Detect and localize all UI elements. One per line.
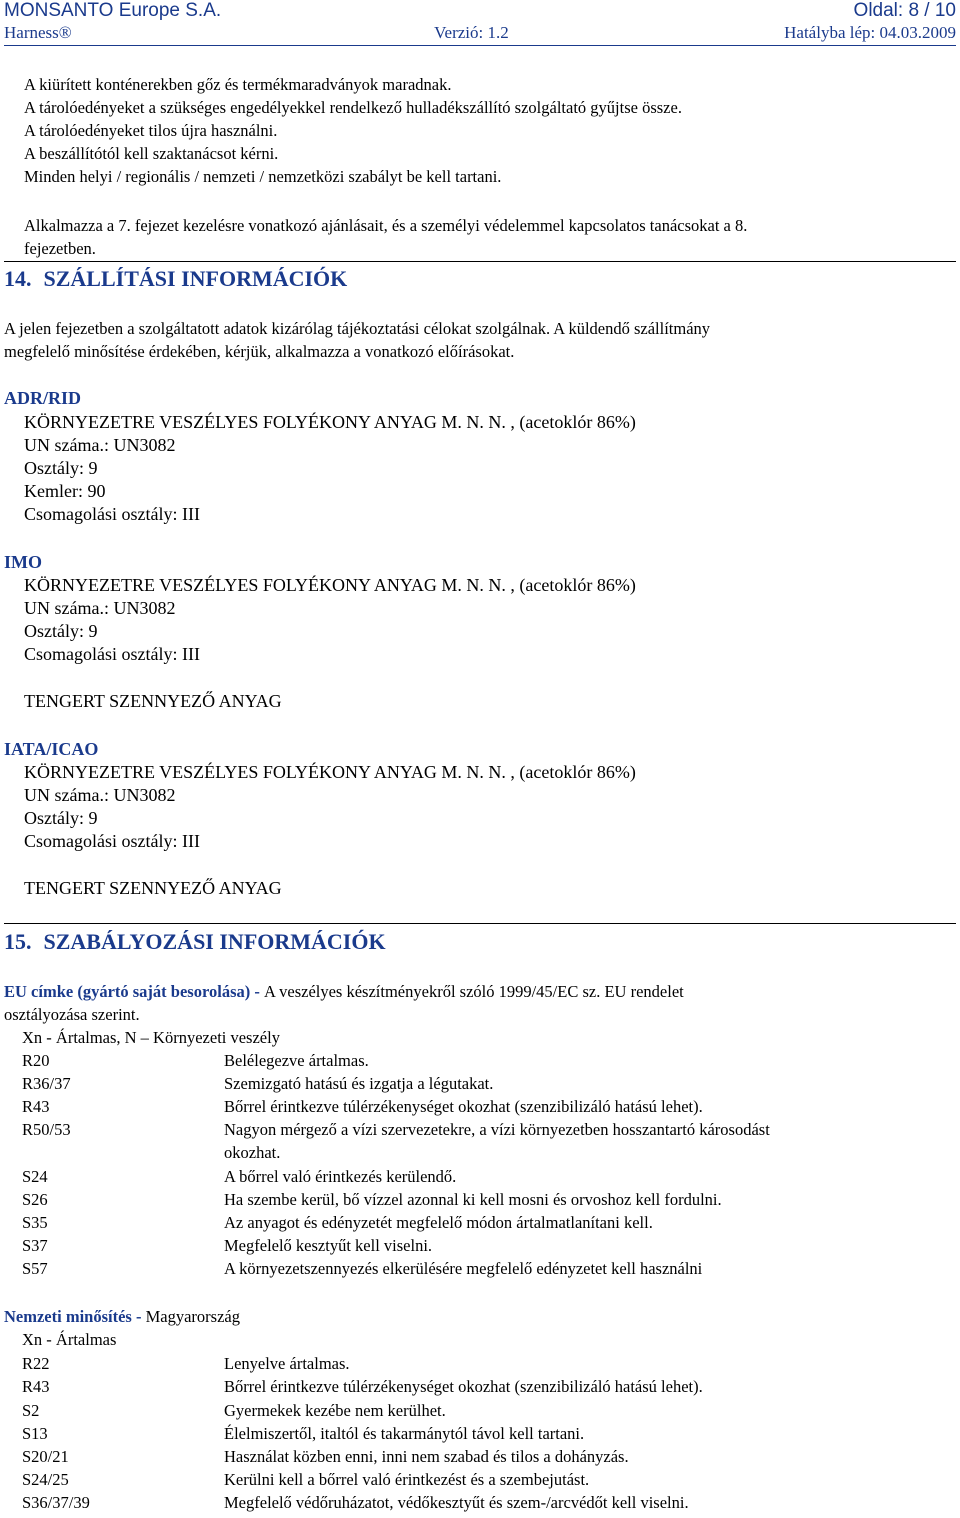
national-phrase-text: Élelmiszertől, italtól és takarmánytól távol kell tartani. <box>224 1424 585 1443</box>
imo-line-2: UN száma.: UN3082 <box>24 598 176 618</box>
section-14-title: SZÁLLÍTÁSI INFORMÁCIÓK <box>43 266 348 291</box>
national-phrase-text: Gyermekek kezébe nem kerülhet. <box>224 1401 446 1420</box>
iata-icao-heading: IATA/ICAO <box>4 739 99 759</box>
section-14-number: 14. <box>4 266 32 291</box>
section-15-title: SZABÁLYOZÁSI INFORMÁCIÓK <box>43 929 386 954</box>
section-14-intro-1: A jelen fejezetben a szolgáltatott adatok kizárólag tájékoztatási célokat szolgálnak. A küldendő szállítmány <box>4 319 711 338</box>
national-phrase-text: Használat közben enni, inni nem szabad és tilos a dohányzás. <box>224 1447 629 1466</box>
effective-date: Hatályba lép: 04.03.2009 <box>784 23 956 42</box>
iata-line-4: Csomagolási osztály: III <box>24 831 200 851</box>
eu-phrase-text: A bőrrel való érintkezés kerülendő. <box>224 1167 457 1186</box>
company-name: MONSANTO Europe S.A. <box>4 0 222 21</box>
section-14-heading <box>4 266 359 292</box>
eu-phrase-code: S57 <box>22 1259 48 1278</box>
document-header <box>4 0 956 22</box>
eu-phrase-code: R50/53 <box>22 1120 71 1139</box>
national-phrase-code: S20/21 <box>22 1447 69 1466</box>
eu-phrase-code: R20 <box>22 1051 50 1070</box>
eu-label: EU címke (gyártó saját besorolása) - <box>4 982 264 1001</box>
eu-phrase-code: S37 <box>22 1236 48 1255</box>
imo-heading: IMO <box>4 552 42 572</box>
national-phrase-text: Kerülni kell a bőrrel való érintkezést és a szembejutást. <box>224 1470 590 1489</box>
national-phrase-code: S24/25 <box>22 1470 69 1489</box>
eu-phrase-text-continued: okozhat. <box>224 1143 281 1162</box>
adr-line-5: Csomagolási osztály: III <box>24 504 200 524</box>
eu-phrase-text: Belélegezve ártalmas. <box>224 1051 369 1070</box>
iata-line-1: KÖRNYEZETRE VESZÉLYES FOLYÉKONY ANYAG M. N. N. , (acetoklór 86%) <box>24 762 636 782</box>
eu-phrase-text: A környezetszennyezés elkerülésére megfelelő edényzetet kell használni <box>224 1259 703 1278</box>
adr-line-2: UN száma.: UN3082 <box>24 435 176 455</box>
adr-line-4: Kemler: 90 <box>24 481 106 501</box>
section-15-divider <box>4 923 956 924</box>
eu-phrase-text: Megfelelő kesztyűt kell viselni. <box>224 1236 433 1255</box>
disposal-line-5: Minden helyi / regionális / nemzeti / nemzetközi szabályt be kell tartani. <box>24 167 502 186</box>
national-country: Magyarország <box>145 1307 240 1326</box>
iata-line-2: UN száma.: UN3082 <box>24 785 176 805</box>
national-phrase-code: S2 <box>22 1401 40 1420</box>
eu-phrase-code: S24 <box>22 1167 48 1186</box>
eu-phrase-code: R43 <box>22 1097 50 1116</box>
adr-rid-heading: ADR/RID <box>4 388 82 408</box>
section-14-divider <box>4 261 956 262</box>
section-15-heading <box>4 929 398 955</box>
eu-phrase-text: Ha szembe kerül, bő vízzel azonnal ki kell mosni és orvoshoz kell fordulni. <box>224 1190 722 1209</box>
iata-line-3: Osztály: 9 <box>24 808 98 828</box>
disposal-line-3: A tárolóedényeket tilos újra használni. <box>24 121 278 140</box>
national-phrase-code: S13 <box>22 1424 48 1443</box>
section-14-intro-2: megfelelő minősítése érdekében, kérjük, alkalmazza a vonatkozó előírásokat. <box>4 342 515 361</box>
header-divider <box>4 45 956 46</box>
imo-line-4: Csomagolási osztály: III <box>24 644 200 664</box>
disposal-line-4: A beszállítótól kell szaktanácsot kérni. <box>24 144 279 163</box>
imo-line-1: KÖRNYEZETRE VESZÉLYES FOLYÉKONY ANYAG M. N. N. , (acetoklór 86%) <box>24 575 636 595</box>
national-phrase-text: Lenyelve ártalmas. <box>224 1354 350 1373</box>
document-subheader <box>4 22 956 44</box>
apply-note-line-1: Alkalmazza a 7. fejezet kezelésre vonatkozó ajánlásait, és a személyi védelemmel kapcsolatos tanácsokat a 8. <box>24 216 748 235</box>
eu-text-1: A veszélyes készítményekről szóló 1999/45/EC sz. EU rendelet <box>264 982 684 1001</box>
eu-classification: Xn - Ártalmas, N – Környezeti veszély <box>22 1028 280 1047</box>
eu-phrase-code: R36/37 <box>22 1074 71 1093</box>
product-name: Harness® <box>4 23 72 42</box>
apply-note-line-2: fejezetben. <box>24 239 96 258</box>
national-phrase-code: R22 <box>22 1354 50 1373</box>
national-classification: Xn - Ártalmas <box>22 1330 117 1349</box>
national-label-line <box>4 1306 240 1328</box>
eu-phrase-code: S35 <box>22 1213 48 1232</box>
disposal-line-2: A tárolóedényeket a szükséges engedélyekkel rendelkező hulladékszállító szolgáltató gyűjtse össze. <box>24 98 682 117</box>
disposal-line-1: A kiürített konténerekben gőz és termékmaradványok maradnak. <box>24 75 452 94</box>
adr-line-1: KÖRNYEZETRE VESZÉLYES FOLYÉKONY ANYAG M. N. N. , (acetoklór 86%) <box>24 412 636 432</box>
eu-phrase-text: Szemizgató hatású és izgatja a légutakat. <box>224 1074 494 1093</box>
eu-phrase-code: S26 <box>22 1190 48 1209</box>
page-indicator: Oldal: 8 / 10 <box>853 0 956 21</box>
national-phrase-code: S36/37/39 <box>22 1493 90 1512</box>
adr-line-3: Osztály: 9 <box>24 458 98 478</box>
national-phrase-code: R43 <box>22 1377 50 1396</box>
eu-phrase-text: Nagyon mérgező a vízi szervezetekre, a vízi környezetben hosszantartó károsodást <box>224 1120 770 1139</box>
national-label: Nemzeti minősítés - <box>4 1307 146 1326</box>
eu-phrase-text: Bőrrel érintkezve túlérzékenységet okozhat (szenzibilizáló hatású lehet). <box>224 1097 703 1116</box>
imo-line-3: Osztály: 9 <box>24 621 98 641</box>
eu-label-line <box>4 981 684 1003</box>
version-label: Verzió: 1.2 <box>434 23 509 42</box>
section-15-number: 15. <box>4 929 32 954</box>
eu-phrase-text: Az anyagot és edényzetét megfelelő módon ártalmatlanítani kell. <box>224 1213 653 1232</box>
eu-text-2: osztályozása szerint. <box>4 1005 140 1024</box>
iata-marine-pollutant: TENGERT SZENNYEZŐ ANYAG <box>24 878 282 898</box>
national-phrase-text: Bőrrel érintkezve túlérzékenységet okozhat (szenzibilizáló hatású lehet). <box>224 1377 703 1396</box>
imo-marine-pollutant: TENGERT SZENNYEZŐ ANYAG <box>24 691 282 711</box>
national-phrase-text: Megfelelő védőruházatot, védőkesztyűt és szem-/arcvédőt kell viselni. <box>224 1493 689 1512</box>
